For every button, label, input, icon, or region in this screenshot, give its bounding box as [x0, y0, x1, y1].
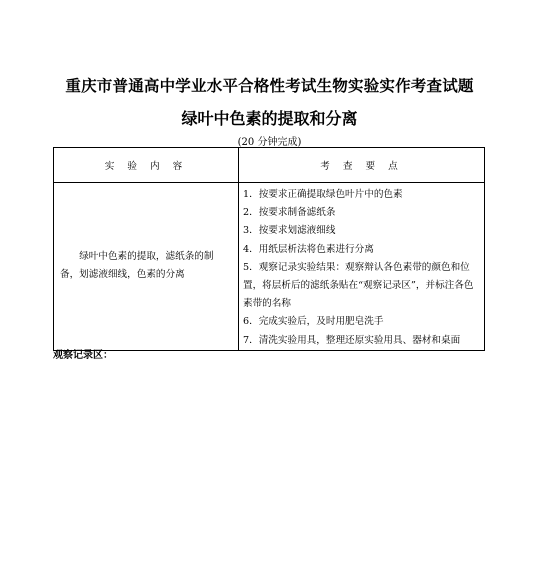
exam-point: 7．清洗实验用具，整理还原实验用具、器材和桌面 [243, 334, 461, 346]
exam-point: 1．按要求正确提取绿色叶片中的色素 [243, 189, 403, 200]
exam-table [53, 147, 485, 351]
table-header-row [54, 148, 485, 183]
experiment-content-cell [54, 183, 239, 351]
table-row [54, 183, 485, 351]
exam-point: 4．用纸层析法将色素进行分离 [243, 243, 374, 255]
observation-record-label: 观察记录区： [53, 350, 113, 361]
page-title: 重庆市普通高中学业水平合格性考试生物实验实作考查试题 [65, 77, 474, 95]
exam-point: 5．观察记录实验结果：观察辩认各色素带的颜色和位置，将层析后的滤纸条贴在“观察记录区”，并标注各色素带的名称 [243, 261, 474, 310]
exam-point: 6．完成实验后，及时用肥皂洗手 [243, 316, 384, 328]
experiment-content-text: 绿叶中色素的提取，滤纸条的制备，划滤液细线，色素的分离 [60, 251, 214, 281]
duration-note: (20 分钟完成) [237, 137, 302, 148]
header-experiment-content: 实 验 内 容 [54, 148, 239, 183]
experiment-title: 绿叶中色素的提取和分离 [181, 109, 358, 128]
exam-points-cell [239, 183, 485, 351]
exam-point: 2．按要求制备滤纸条 [243, 207, 336, 219]
header-exam-points: 考 查 要 点 [239, 148, 485, 183]
exam-point: 3．按要求划滤液细线 [243, 225, 336, 237]
